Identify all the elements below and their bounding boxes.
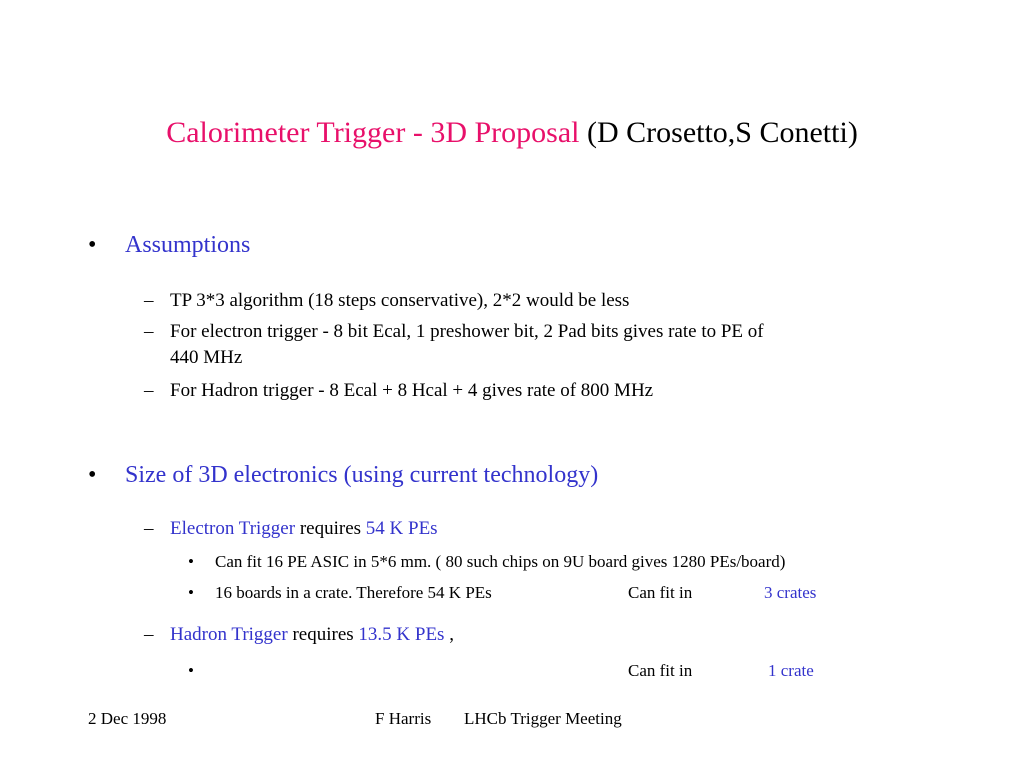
hadron-requires: requires — [292, 624, 354, 645]
title-main: Calorimeter Trigger - 3D Proposal — [166, 116, 580, 149]
hadron-fit-label: Can fit in — [628, 661, 693, 680]
dash-icon: – — [144, 380, 154, 401]
hadron-comma: , — [449, 624, 454, 645]
slide-title — [0, 116, 1024, 150]
dash-icon: – — [144, 624, 154, 645]
electron-amount: 54 K PEs — [365, 518, 438, 539]
assumption-item: TP 3*3 algorithm (18 steps conservative), 2*2 would be less — [170, 290, 630, 311]
dash-icon: – — [144, 518, 154, 539]
small-bullet-icon: • — [188, 661, 194, 680]
electron-fit-label: Can fit in — [628, 583, 693, 602]
title-authors: (D Crosetto,S Conetti) — [586, 116, 858, 149]
assumptions-heading: Assumptions — [125, 232, 251, 258]
electron-sub-item: Can fit 16 PE ASIC in 5*6 mm. ( 80 such chips on 9U board gives 1280 PEs/board) — [215, 552, 786, 571]
small-bullet-icon: • — [188, 583, 194, 602]
electron-fit-value: 3 crates — [764, 583, 817, 602]
electron-trigger-name: Electron Trigger — [170, 518, 296, 539]
dash-icon: – — [144, 321, 154, 342]
electron-trigger-line — [170, 518, 438, 540]
bullet-dot-icon: • — [88, 462, 97, 488]
electron-requires: requires — [299, 518, 362, 539]
bullet-dot-icon: • — [88, 232, 97, 258]
assumption-item: For electron trigger - 8 bit Ecal, 1 preshower bit, 2 Pad bits gives rate to PE of — [170, 321, 764, 342]
footer-meeting: LHCb Trigger Meeting — [464, 709, 622, 728]
footer-author: F Harris — [375, 709, 432, 728]
size-heading: Size of 3D electronics (using current technology) — [125, 462, 599, 488]
hadron-trigger-name: Hadron Trigger — [170, 624, 288, 645]
assumption-item: For Hadron trigger - 8 Ecal + 8 Hcal + 4 gives rate of 800 MHz — [170, 380, 654, 401]
hadron-amount: 13.5 K PEs — [358, 624, 445, 645]
footer-date: 2 Dec 1998 — [88, 709, 167, 728]
dash-icon: – — [144, 290, 154, 311]
electron-sub-item: 16 boards in a crate. Therefore 54 K PEs — [215, 583, 492, 602]
small-bullet-icon: • — [188, 552, 194, 571]
hadron-fit-value: 1 crate — [768, 661, 814, 680]
assumption-item-continued: 440 MHz — [170, 347, 243, 368]
hadron-trigger-line — [170, 624, 454, 646]
